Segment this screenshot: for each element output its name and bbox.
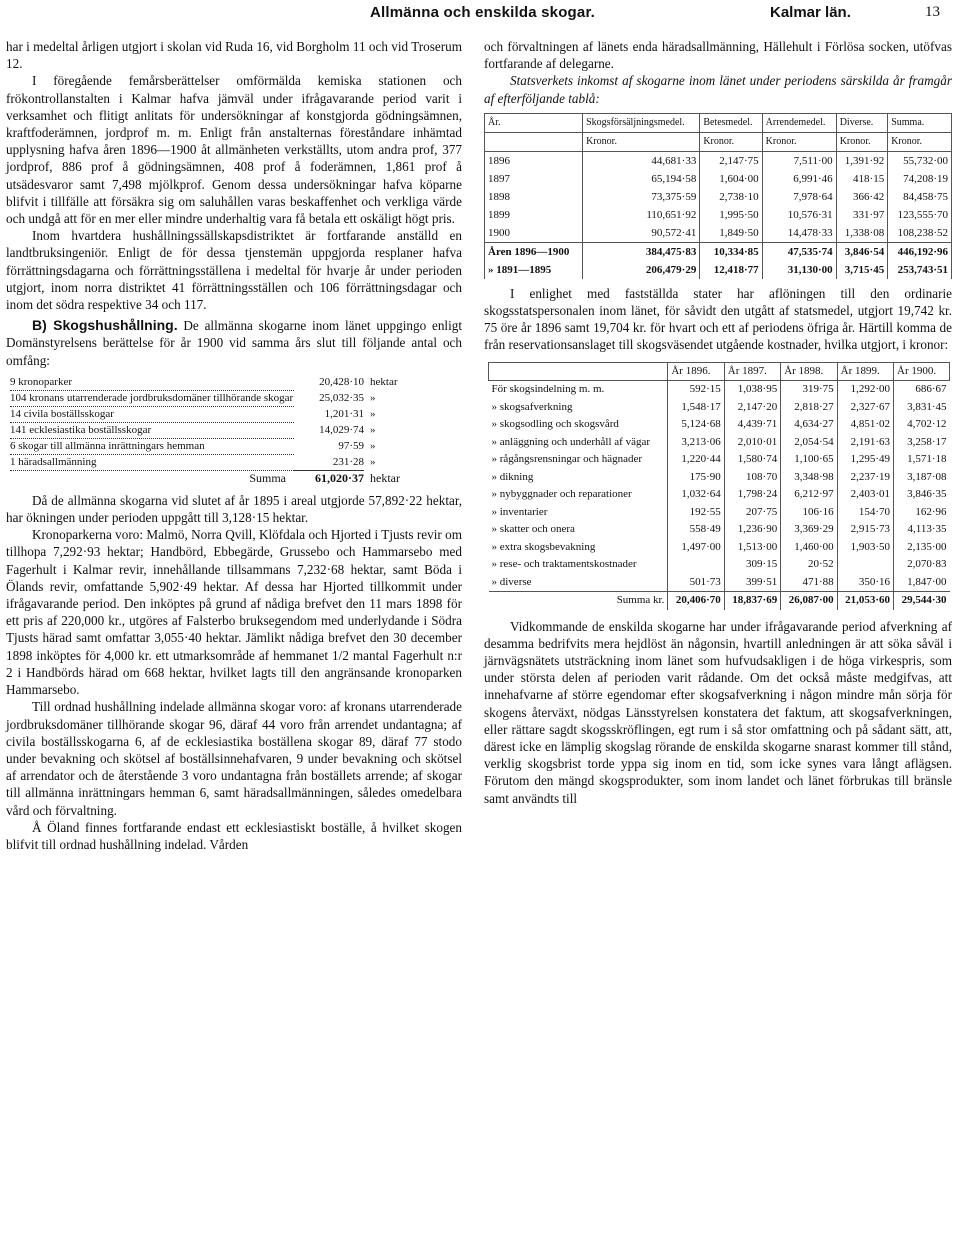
- paragraph: Vidkommande de enskilda skogarne har under ifrågavarande period afverkning af desamma bedrifvits mera hejdlöst än någonsin, hvartill anledningen är att söka såväl i järnvägsnätets utsträckning inom länet som hufvudsakligen i de höga virkespris, som under största delen af perioden varit rådande. Om det också måste medgifvas, att innehafvarne af större egendomar efter skogsafverkning i någon mindre mån sörja för skogens återväxt, nödgas Länsstyrelsen konstatera det faktum, att skogsafverkningen, eller rättare sagdt skogsskröflingen, egt rum i så stor omfattning och på sådant sätt, att, därest icke en lämplig skogslag rörande de enskilda skogarne snarast kommer till stånd, verklig skogsbrist torde yppa sig inom en tid, som icke synes vara långt aflägsen. Förutom den mängd skogsprodukter, som inom landet och länet förbrukas till bränsle samt användts till: [484, 618, 952, 806]
- area-unit: »: [370, 440, 376, 453]
- expense-cell: » inventarier: [491, 505, 548, 518]
- income-column-header: Arrendemedel.: [762, 113, 836, 132]
- expense-cell: 6,212·97: [781, 486, 837, 504]
- income-total-cell: 384,475·83: [583, 242, 700, 261]
- expense-cell: » rågångsrensningar och hägnader: [491, 453, 643, 466]
- expense-cell: » skatter och onera: [491, 523, 575, 536]
- expense-cell: 4,634·27: [781, 416, 837, 434]
- expense-cell: 501·73: [668, 574, 724, 592]
- expense-sum-row: [489, 592, 950, 610]
- left-column: [6, 38, 462, 853]
- area-row: [10, 438, 420, 454]
- income-cell: 1896: [485, 151, 583, 170]
- forest-area-list: [10, 375, 420, 486]
- expense-sum-cell: 26,087·00: [781, 592, 837, 610]
- expense-sum-cell: 21,053·60: [837, 592, 893, 610]
- expense-cell: 108·70: [724, 469, 780, 487]
- income-row: [485, 151, 952, 170]
- income-total-cell: 253,743·51: [888, 261, 952, 279]
- paragraph: och förvaltningen af länets enda häradsallmänning, Hällehult i Förlösa socken, utöfvas fortfarande af delegarne.: [484, 39, 952, 72]
- expense-row: [489, 399, 950, 417]
- area-label: 104 kronans utarrenderade jordbruksdomäner tillhörande skogar: [10, 390, 294, 406]
- area-row: [10, 422, 420, 438]
- income-column-header: Diverse.: [836, 113, 888, 132]
- income-unit-row: [485, 132, 952, 151]
- expense-cell: 4,702·12: [894, 416, 950, 434]
- expense-cell: » extra skogsbevakning: [491, 540, 596, 553]
- expense-row: [489, 381, 950, 399]
- income-total-cell: 446,192·96: [888, 242, 952, 261]
- expense-cell: 1,032·64: [668, 486, 724, 504]
- expense-cell: 3,831·45: [894, 399, 950, 417]
- expense-cell: 1,571·18: [894, 451, 950, 469]
- expense-cell: 319·75: [781, 381, 837, 399]
- expense-cell: 2,403·01: [837, 486, 893, 504]
- paragraph: har i medeltal årligen utgjort i skolan vid Ruda 16, vid Borgholm 11 och vid Troserum 12.: [6, 39, 462, 72]
- expense-row: [489, 451, 950, 469]
- area-value: 231·28: [332, 455, 364, 468]
- expense-cell: [668, 556, 724, 574]
- expense-cell: 3,187·08: [894, 469, 950, 487]
- income-cell: 331·97: [836, 206, 888, 224]
- expense-cell: 3,258·17: [894, 434, 950, 452]
- page-number: 13: [925, 4, 940, 20]
- expense-row: [489, 469, 950, 487]
- expense-sum-cell: 29,544·30: [894, 592, 950, 610]
- expense-row: [489, 416, 950, 434]
- expense-cell: 1,220·44: [668, 451, 724, 469]
- expense-sum-cell: Summa kr.: [489, 592, 668, 610]
- paragraph: I enlighet med fastställda stater har aflöningen till den ordinarie skogsstatspersonalen inom länet, för såvidt den utgått af statsmedel, utgjort 19,742 kr. 75 öre år 1896 samt 19,704 kr. för hvart och ett af periodens öfriga år. Härtill komma de från reservationsanslaget till skogsväsendet utgående kostnader, hvilka utgjort, i kronor:: [484, 285, 952, 353]
- expense-cell: 1,548·17: [668, 399, 724, 417]
- area-unit: »: [370, 456, 376, 469]
- expense-cell: 399·51: [724, 574, 780, 592]
- expense-cell: 154·70: [837, 504, 893, 522]
- page-header: [0, 4, 960, 26]
- income-cell: 1,604·00: [700, 170, 762, 188]
- income-total-cell: » 1891—1895: [485, 261, 583, 279]
- expense-cell: 1,798·24: [724, 486, 780, 504]
- income-cell: 1,849·50: [700, 224, 762, 243]
- expense-cell: 4,851·02: [837, 416, 893, 434]
- income-cell: 55,732·00: [888, 151, 952, 170]
- income-unit-cell: Kronor.: [762, 132, 836, 151]
- expense-row: [489, 521, 950, 539]
- income-cell: 1,391·92: [836, 151, 888, 170]
- expense-cell: 2,135·00: [894, 539, 950, 557]
- section-heading: B) Skogshushållning.: [32, 317, 178, 334]
- expense-table: [488, 362, 950, 610]
- income-cell: 7,978·64: [762, 188, 836, 206]
- paragraph: Till ordnad hushållning indelade allmänna skogar voro: af kronans utarrenderade jordbruksdomäner tillhörande skogar 96, däraf 44 voro från arrendet undantagna; af civila boställsskogarna 6, af de ecklesiastika boställena skogar 89, däraf 77 stodo under bevakning och skötsel af boställsinnehafvaren, 9 under bevakning och skötsel af arrendator och de återstående 3 voro undantagna från boställets arrende; af skogar till allmänna inrättningars hemman 6, samt häradsallmänningen, således omedelbara vård och förvaltning.: [6, 699, 462, 818]
- area-row: [10, 406, 420, 422]
- expense-row: [489, 574, 950, 592]
- expense-cell: 471·88: [781, 574, 837, 592]
- expense-column-header: År 1899.: [837, 362, 893, 381]
- income-cell: 1899: [485, 206, 583, 224]
- income-cell: 1900: [485, 224, 583, 243]
- expense-cell: 1,903·50: [837, 539, 893, 557]
- expense-cell: 2,010·01: [724, 434, 780, 452]
- paragraph: Då de allmänna skogarna vid slutet af år 1895 i areal utgjorde 57,892·22 hektar, har ökningen under perioden uppgått till 3,128·15 hektar.: [6, 492, 462, 526]
- expense-cell: 20·52: [781, 556, 837, 574]
- income-total-cell: 10,334·85: [700, 242, 762, 261]
- expense-cell: 686·67: [894, 381, 950, 399]
- expense-cell: » nybyggnader och reparationer: [491, 488, 632, 501]
- section-b-paragraph: [6, 317, 462, 369]
- expense-cell: » skogsafverkning: [491, 400, 573, 413]
- income-row: [485, 170, 952, 188]
- income-cell: 73,375·59: [583, 188, 700, 206]
- income-total-row: [485, 242, 952, 261]
- expense-header-row: [489, 362, 950, 381]
- expense-cell: 5,124·68: [668, 416, 724, 434]
- expense-cell: 162·96: [894, 504, 950, 522]
- expense-cell: 3,348·98: [781, 469, 837, 487]
- area-sum-row: [10, 470, 420, 486]
- expense-row: [489, 486, 950, 504]
- area-sum-label: Summa: [249, 470, 286, 485]
- income-header-row: [485, 113, 952, 132]
- income-cell: 10,576·31: [762, 206, 836, 224]
- area-unit: »: [370, 392, 376, 405]
- area-label: 1 häradsallmänning: [10, 454, 294, 470]
- income-cell: 366·42: [836, 188, 888, 206]
- income-unit-cell: Kronor.: [700, 132, 762, 151]
- expense-cell: 2,915·73: [837, 521, 893, 539]
- income-total-cell: 31,130·00: [762, 261, 836, 279]
- income-cell: 1898: [485, 188, 583, 206]
- right-column: [484, 38, 952, 807]
- area-label: 141 ecklesiastika boställsskogar: [10, 422, 294, 438]
- income-row: [485, 224, 952, 243]
- expense-cell: 309·15: [724, 556, 780, 574]
- area-value: 97·59: [338, 440, 364, 453]
- income-cell: 74,208·19: [888, 170, 952, 188]
- expense-cell: 1,580·74: [724, 451, 780, 469]
- income-cell: 108,238·52: [888, 224, 952, 243]
- expense-cell: 2,070·83: [894, 556, 950, 574]
- expense-cell: » rese- och traktamentskostnader: [491, 558, 637, 571]
- income-cell: 123,555·70: [888, 206, 952, 224]
- area-label: 14 civila boställsskogar: [10, 406, 294, 422]
- income-unit-cell: Kronor.: [836, 132, 888, 151]
- expense-cell: » dikning: [491, 470, 534, 483]
- income-total-cell: 206,479·29: [583, 261, 700, 279]
- area-value: 1,201·31: [324, 408, 364, 421]
- expense-cell: 2,818·27: [781, 399, 837, 417]
- paragraph: Statsverkets inkomst af skogarne inom länet under periodens särskilda år framgår af efterföljande tablå:: [484, 73, 952, 106]
- expense-row: [489, 504, 950, 522]
- area-sum-value: 61,020·37: [294, 470, 364, 486]
- income-column-header: Skogsförsäljningsmedel.: [583, 113, 700, 132]
- area-sum-unit: hektar: [370, 470, 400, 485]
- income-cell: 2,738·10: [700, 188, 762, 206]
- expense-cell: [837, 556, 893, 574]
- paragraph: Inom hvartdera hushållningssällskapsdistriktet är fortfarande anställd en landtbruksingeniör. Enligt de för dessa tjenstemän uppgjorda resplaner hafva förrättningsdagarna och förrättningsställena i medeltal för hvarje år under perioden utgjort, inom norra distriktet 41 förrättningsställen och 106 förrättningsdagar och inom det södra respektive 34 och 117.: [6, 228, 462, 313]
- expense-cell: 3,846·35: [894, 486, 950, 504]
- income-total-row: [485, 261, 952, 279]
- income-cell: 14,478·33: [762, 224, 836, 243]
- expense-column-header: År 1897.: [724, 362, 780, 381]
- expense-row: [489, 539, 950, 557]
- expense-cell: 558·49: [668, 521, 724, 539]
- area-row: [10, 375, 420, 391]
- income-total-cell: 47,535·74: [762, 242, 836, 261]
- expense-cell: 1,100·65: [781, 451, 837, 469]
- expense-cell: 4,113·35: [894, 521, 950, 539]
- income-cell: 2,147·75: [700, 151, 762, 170]
- expense-sum-cell: 20,406·70: [668, 592, 724, 610]
- income-table: [484, 113, 952, 279]
- area-value: 20,428·10: [319, 376, 364, 389]
- income-cell: 1,995·50: [700, 206, 762, 224]
- income-cell: 110,651·92: [583, 206, 700, 224]
- paragraph: Kronoparkerna voro: Malmö, Norra Qvill, Klöfdala och Hjorted i Tjusts revir om tillhopa 7,292·93 hektar; Handbörd, Ebbegärde, Grussebo och Hammarsebo med Fagerhult i Kalmar revir, innehållande tillsammans 7,232·68 hektar, samt Böda i Ölands revir, omfattande 5,902·49 hektar. Af dessa har Hjorted tillkommit under ifrågavarande period. Den inköptes på grund af nådiga brefvet den 11 mars 1898 för ett pris af 220,000 kr., utgöres af Falsterbo bruksegendom med underlydande i Södra Tjusts härad samt omfattar 3,055·40 hektar. Jämlikt nådiga brefvet den 30 december 1898 inköptes för 4,000 kr. ett utmarksområde af hemmanet 1/2 mantal Fagerhult n:r 2 i Handbörds härad om 668 hektar, hvilket lagts till den angränsande kronoparken Hammarsebo.: [6, 527, 462, 698]
- expense-cell: 4,439·71: [724, 416, 780, 434]
- income-cell: 90,572·41: [583, 224, 700, 243]
- paragraph: Å Öland finnes fortfarande endast ett ecklesiastiskt boställe, å hvilket skogen blifvit till ordnad hushållning indelad. Vården: [6, 819, 462, 852]
- expense-cell: 3,213·06: [668, 434, 724, 452]
- expense-cell: 2,147·20: [724, 399, 780, 417]
- expense-cell: 1,236·90: [724, 521, 780, 539]
- expense-cell: 1,497·00: [668, 539, 724, 557]
- income-unit-cell: [485, 132, 583, 151]
- expense-column-header: År 1898.: [781, 362, 837, 381]
- expense-cell: 2,054·54: [781, 434, 837, 452]
- area-row: [10, 390, 420, 406]
- expense-cell: 592·15: [668, 381, 724, 399]
- expense-cell: 1,038·95: [724, 381, 780, 399]
- income-cell: 65,194·58: [583, 170, 700, 188]
- income-cell: 1,338·08: [836, 224, 888, 243]
- region-title: Kalmar län.: [770, 4, 851, 21]
- area-unit: »: [370, 424, 376, 437]
- expense-row: [489, 434, 950, 452]
- expense-column-header: År 1896.: [668, 362, 724, 381]
- paragraph: I föregående femårsberättelser omförmälda kemiska stationen och frökontrollanstalten i Kalmar hafva jämväl under ifrågavarande period varit i verksamhet och flitigt anlitats för undersökningar af konstgjorda gödningsämnen, kraftfoderämnen, jordprof m. m. Enligt från anstalternas föreståndare inhämtad upplysning hafva åren 1896—1900 åt allmänheten verkställts, utom andra prof, 377 jordprof, 886 prof å gödningsämnen, 408 prof å foderämnen, 1,861 prof å utsädesvaror samt 7,498 mjölkprof. Genom dessa undersökningar hafva köparne blifvit i tillfälle att försäkra sig om saluhållen varas beskaffenhet och verkliga värde och undgå att för en mer eller mindre underhaltig vara få betala ett oskäligt högt pris.: [6, 73, 462, 227]
- expense-cell: 1,460·00: [781, 539, 837, 557]
- income-unit-cell: Kronor.: [583, 132, 700, 151]
- income-total-cell: 3,715·45: [836, 261, 888, 279]
- income-row: [485, 188, 952, 206]
- expense-cell: 106·16: [781, 504, 837, 522]
- expense-cell: 192·55: [668, 504, 724, 522]
- income-cell: 44,681·33: [583, 151, 700, 170]
- expense-cell: » skogsodling och skogsvård: [491, 418, 619, 431]
- expense-cell: 175·90: [668, 469, 724, 487]
- expense-cell: 1,292·00: [837, 381, 893, 399]
- income-cell: 418·15: [836, 170, 888, 188]
- area-label: 9 kronoparker: [10, 375, 294, 391]
- expense-cell: 1,513·00: [724, 539, 780, 557]
- area-value: 14,029·74: [319, 424, 364, 437]
- income-column-header: År.: [485, 113, 583, 132]
- income-column-header: Betesmedel.: [700, 113, 762, 132]
- expense-cell: För skogsindelning m. m.: [491, 383, 605, 396]
- expense-column-header: År 1900.: [894, 362, 950, 381]
- expense-cell: 2,327·67: [837, 399, 893, 417]
- expense-cell: 2,237·19: [837, 469, 893, 487]
- expense-cell: » anläggning och underhåll af vägar: [491, 435, 651, 448]
- income-total-cell: 3,846·54: [836, 242, 888, 261]
- income-cell: 6,991·46: [762, 170, 836, 188]
- income-cell: 84,458·75: [888, 188, 952, 206]
- expense-cell: 207·75: [724, 504, 780, 522]
- area-unit: »: [370, 408, 376, 421]
- income-unit-cell: Kronor.: [888, 132, 952, 151]
- income-cell: 1897: [485, 170, 583, 188]
- expense-cell: 3,369·29: [781, 521, 837, 539]
- expense-column-header: [489, 362, 668, 381]
- running-title: Allmänna och enskilda skogar.: [370, 4, 596, 21]
- expense-cell: » diverse: [491, 575, 532, 588]
- expense-cell: 1,847·00: [894, 574, 950, 592]
- area-value: 25,032·35: [319, 392, 364, 405]
- expense-sum-cell: 18,837·69: [724, 592, 780, 610]
- area-row: [10, 454, 420, 470]
- income-row: [485, 206, 952, 224]
- expense-row: [489, 556, 950, 574]
- income-cell: 7,511·00: [762, 151, 836, 170]
- area-label: 6 skogar till allmänna inrättningars hemman: [10, 438, 294, 454]
- expense-cell: 350·16: [837, 574, 893, 592]
- income-total-cell: 12,418·77: [700, 261, 762, 279]
- income-column-header: Summa.: [888, 113, 952, 132]
- area-unit: hektar: [370, 376, 398, 389]
- expense-cell: 1,295·49: [837, 451, 893, 469]
- section-text: De allmänna skogarne inom länet uppgingo enligt Domänstyrelsens berättelse för år 1900 vid samma års slut till följande antal och omfång:: [6, 318, 463, 368]
- expense-cell: 2,191·63: [837, 434, 893, 452]
- income-total-cell: Åren 1896—1900: [485, 242, 583, 261]
